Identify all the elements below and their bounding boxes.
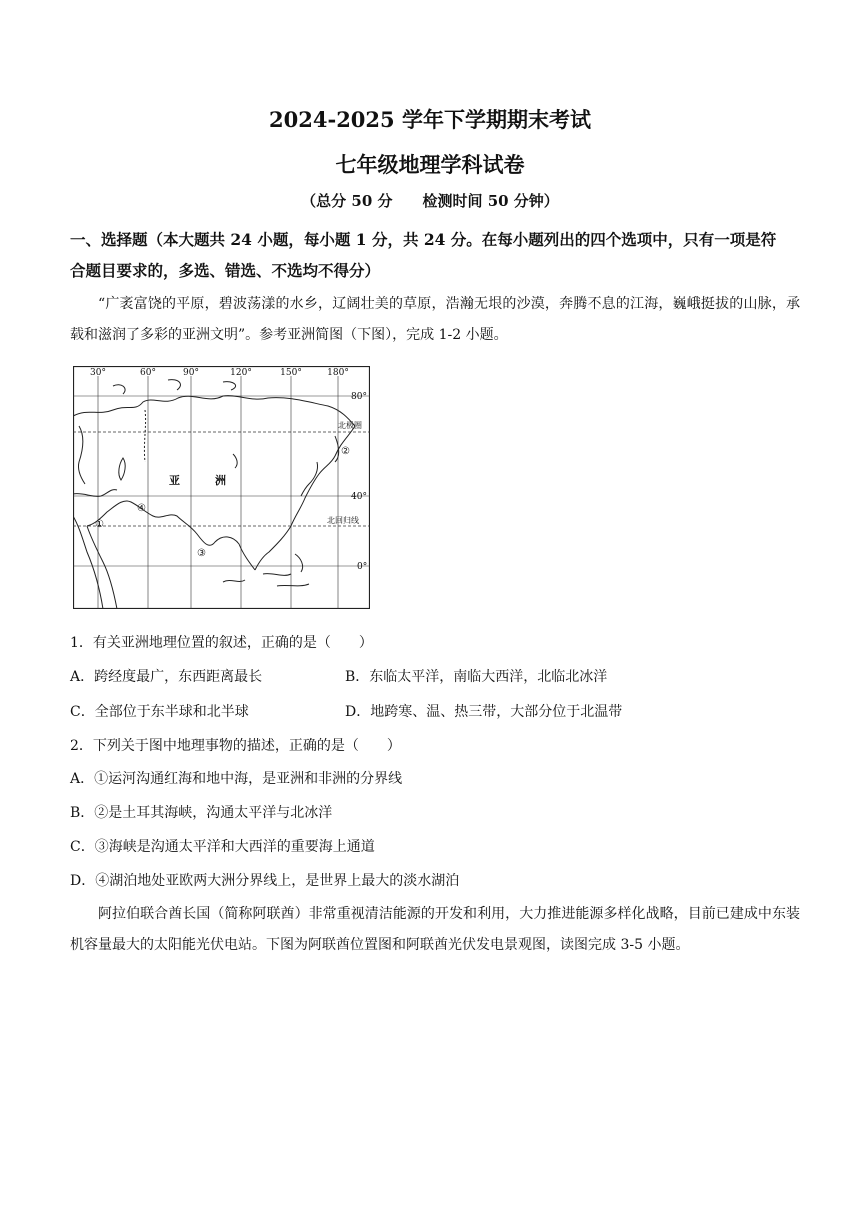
question-1-option-d: D．地跨寒、温、热三带，大部分位于北温带 (345, 704, 623, 720)
question-2-option-b: B．②是土耳其海峡，沟通太平洋与北冰洋 (70, 805, 333, 821)
region-label: 亚 (169, 474, 180, 487)
lat-label: 0° (357, 562, 368, 572)
question-1-option-b: B．东临太平洋，南临大西洋，北临北冰洋 (345, 669, 608, 685)
question-1-stem: 1．有关亚洲地理位置的叙述，正确的是（ ） (70, 635, 373, 651)
exam-info: （总分 50 分 检测时间 50 分钟） (301, 192, 559, 210)
marker-4: ④ (137, 503, 146, 514)
marker-1: ① (95, 519, 104, 530)
question-2-option-c: C．③海峡是沟通太平洋和大西洋的重要海上通道 (70, 839, 375, 855)
marker-3: ③ (197, 548, 206, 559)
question-2-option-d: D．④湖泊地处亚欧两大洲分界线上，是世界上最大的淡水湖泊 (70, 873, 460, 889)
exam-subtitle: 七年级地理学科试卷 (335, 152, 525, 177)
lon-label: 90° (183, 368, 199, 378)
intro-paragraph-2: 阿拉伯联合酋长国（简称阿联酋）非常重视清洁能源的开发和利用，大力推进能源多样化战略，目前已建成中东装机容量最大的太阳能光伏电站。下图为阿联酋位置图和阿联酋光伏发电景观图，读图完成 3-5 小题。 (70, 906, 800, 953)
intro-paragraph-1: “广袤富饶的平原，碧波荡漾的水乡，辽阔壮美的草原，浩瀚无垠的沙漠，奔腾不息的江海，巍峨挺拔的山脉，承载和滋润了多彩的亚洲文明”。参考亚洲简图（下图），完成 1-2 小题。 (70, 296, 800, 343)
lon-label: 60° (140, 368, 156, 378)
region-label: 洲 (215, 474, 226, 487)
tropic-of-cancer-label: 北回归线 (327, 516, 359, 525)
lon-label: 180° (327, 368, 349, 378)
asia-map (73, 366, 370, 609)
section-heading: 一、选择题（本大题共 24 小题，每小题 1 分，共 24 分。在每小题列出的四个选项中，只有一项是符合题目要求的，多选、错选、不选均不得分） (70, 230, 777, 280)
lon-label: 150° (280, 368, 302, 378)
lon-label: 30° (90, 368, 106, 378)
question-1-option-a: A．跨经度最广，东西距离最长 (70, 669, 263, 685)
lon-label: 120° (230, 368, 252, 378)
lat-label: 40° (351, 492, 367, 502)
question-2-stem: 2．下列关于图中地理事物的描述，正确的是（ ） (70, 738, 401, 754)
question-1-option-c: C．全部位于东半球和北半球 (70, 704, 249, 720)
question-2-option-a: A．①运河沟通红海和地中海，是亚洲和非洲的分界线 (70, 771, 403, 787)
exam-title: 2024-2025 学年下学期期末考试 (269, 107, 591, 132)
arctic-circle-label: 北极圈 (338, 421, 362, 430)
marker-2: ② (341, 446, 350, 457)
lat-label: 80° (351, 392, 367, 402)
